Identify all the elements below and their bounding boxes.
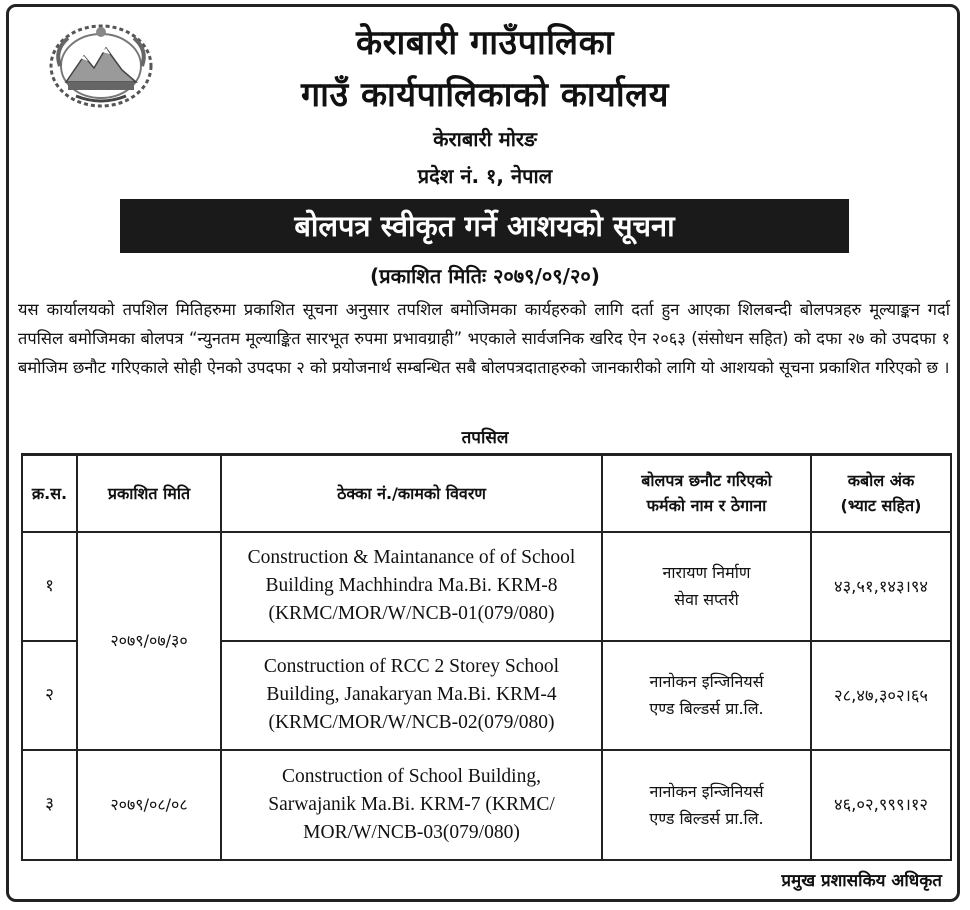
province-line: प्रदेश नं. १, नेपाल <box>417 164 553 188</box>
header-description: ठेक्का नं./कामको विवरण <box>221 455 602 532</box>
row-sn: २ <box>22 641 77 750</box>
row-sn: ३ <box>22 750 77 860</box>
row-firm <box>602 532 811 641</box>
row-amount: ४३,५१,१४३।९४ <box>811 532 951 641</box>
desc-line: Building Machhindra Ma.Bi. KRM-8 <box>265 575 558 596</box>
signatory-title: प्रमुख प्रशासकिय अधिकृत <box>781 871 942 891</box>
row-sn: १ <box>22 532 77 641</box>
header-amount-line1: कबोल अंक <box>847 471 915 491</box>
row-amount: ४६,०२,९९९।१२ <box>811 750 951 860</box>
details-label: तपसिल <box>461 428 509 448</box>
desc-line: Building, Janakaryan Ma.Bi. KRM-4 <box>266 684 557 705</box>
firm-line: नानोकन इन्जिनियर्स <box>649 672 764 691</box>
row-firm <box>602 750 811 860</box>
office-name: गाउँ कार्यपालिकाको कार्यालय <box>301 75 669 115</box>
desc-line: (KRMC/MOR/W/NCB-02(079/080) <box>268 712 555 733</box>
published-date: (प्रकाशित मितिः २०७९/०९/२०) <box>370 264 600 288</box>
header-amount-line2: (भ्याट सहित) <box>840 496 922 516</box>
header-amount <box>811 455 951 532</box>
header-firm <box>602 455 811 532</box>
desc-line: Sarwajanik Ma.Bi. KRM-7 (KRMC/ <box>268 793 555 815</box>
firm-line: नानोकन इन्जिनियर्स <box>649 781 764 801</box>
desc-line: (KRMC/MOR/W/NCB-01(079/080) <box>268 603 555 624</box>
firm-line: सेवा सप्तरी <box>674 590 739 609</box>
firm-line: नारायण निर्माण <box>662 563 751 582</box>
desc-line: Construction of School Building, <box>282 765 541 787</box>
header-date: प्रकाशित मिति <box>77 455 221 532</box>
row-date: २०७९/०७/३० <box>77 532 221 750</box>
row-description <box>221 641 602 750</box>
municipality-name: केराबारी गाउँपालिका <box>355 23 615 63</box>
header-firm-line1: बोलपत्र छनौट गरिएको <box>641 471 772 491</box>
notice-body: यस कार्यालयको तपशिल मितिहरुमा प्रकाशित सूचना अनुसार तपशिल बमोजिमका कार्यहरुको लागि दर्ता हुन आएका शिलबन्दी बोलपत्रहरु मूल्याङ्कन गर्दा तपसिल बमोजिमका बोलपत्र “न्युनतम मूल्याङ्कित सारभूत रुपमा प्रभावग्राही” भएकाले सार्वजनिक खरिद ऐन २०६३ (संसोधन सहित) को दफा २७ को उपदफा १ बमोजिम छनौट गरिएकाले सोही ऐनको उपदफा २ को प्रयोजनार्थ सम्बन्धित सबै बोलपत्रदाताहरुको जानकारीको लागि यो आशयको सूचना प्रकाशित गरिएको छ । <box>18 300 950 377</box>
firm-line: एण्ड बिल्डर्स प्रा.लि. <box>649 699 764 718</box>
table-header-row <box>22 455 951 532</box>
firm-line: एण्ड बिल्डर्स प्रा.लि. <box>649 808 764 828</box>
row-description <box>221 532 602 641</box>
office-address: केराबारी मोरङ <box>433 127 537 151</box>
row-firm <box>602 641 811 750</box>
desc-line: Construction & Maintanance of of School <box>247 547 576 568</box>
award-table <box>21 453 952 861</box>
desc-line: MOR/W/NCB-03(079/080) <box>303 821 520 843</box>
header-sn: क्र.स. <box>22 455 77 532</box>
desc-line: Construction of RCC 2 Storey School <box>263 656 560 677</box>
header-firm-line2: फर्मको नाम र ठेगाना <box>646 496 767 516</box>
row-amount: २८,४७,३०२।६५ <box>811 641 951 750</box>
table-row <box>22 532 951 641</box>
row-description <box>221 750 602 860</box>
notice-title-banner: बोलपत्र स्वीकृत गर्ने आशयको सूचना <box>120 199 849 253</box>
table-row <box>22 750 951 860</box>
row-date: २०७९/०८/०८ <box>77 750 221 860</box>
